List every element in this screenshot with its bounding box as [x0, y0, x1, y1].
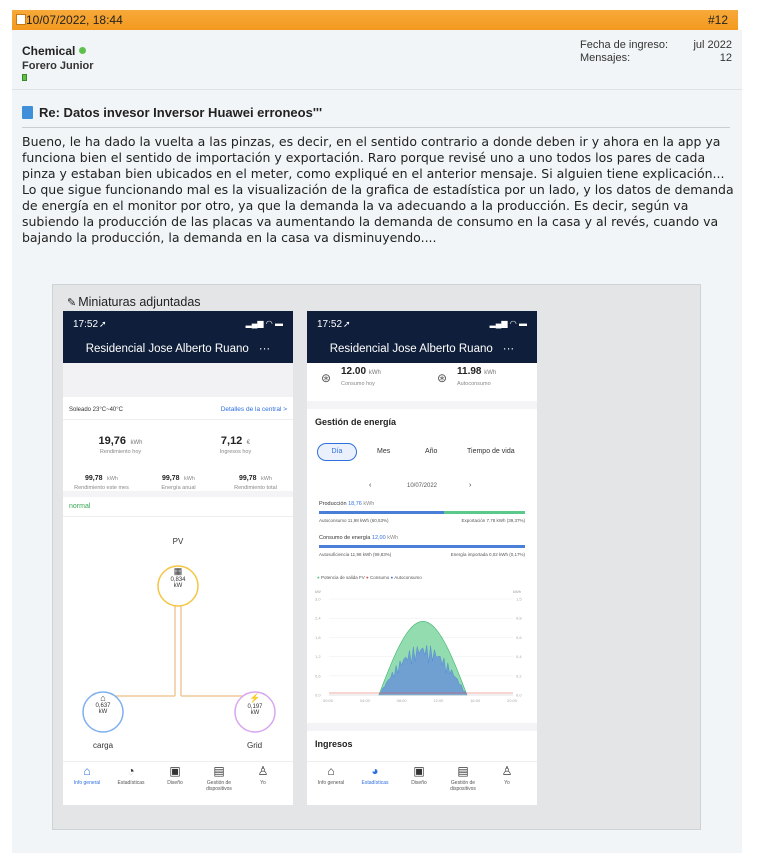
thumbnail-estadisticas[interactable] — [307, 311, 537, 805]
consumption-today: 12.00 kWh Consumo hoy — [341, 366, 381, 387]
y-tick-label: 0,0 — [315, 692, 321, 698]
stat-year: 99,78 kWh Energía anual — [161, 475, 196, 491]
x-tick-label: 20:00 — [507, 698, 518, 703]
period-month[interactable]: Mes — [377, 448, 391, 455]
y-tick-label: 0,6 — [315, 673, 321, 679]
x-tick-label: 12:00 — [433, 698, 444, 703]
post-checkbox[interactable] — [16, 14, 26, 25]
tab-diseno[interactable]: ▣ Diseño — [153, 764, 197, 786]
post-number-link[interactable]: #12 — [707, 13, 728, 27]
tab-yo[interactable]: ♙ Yo — [485, 764, 529, 786]
next-date-icon[interactable]: › — [469, 482, 472, 489]
y-tick-label: 3,0 — [315, 596, 321, 602]
x-tick-label: 16:00 — [470, 698, 481, 703]
prev-date-icon[interactable]: ‹ — [369, 482, 372, 489]
attachments-box — [52, 284, 701, 830]
layout-icon: ▣ — [169, 764, 181, 778]
more-icon: ··· — [502, 343, 515, 355]
y2-tick-label: 1,5 — [516, 596, 522, 602]
author-info: Fecha de ingreso: jul 2022 Mensajes: 12 — [580, 39, 732, 64]
document-icon — [22, 106, 33, 119]
attachments-label: ✎ Miniaturas adjuntadas — [67, 295, 201, 309]
online-status-icon — [79, 47, 86, 54]
author-rank: Forero Junior — [22, 60, 94, 72]
user-icon: ♙ — [501, 764, 513, 778]
period-day[interactable]: Día — [317, 443, 357, 461]
status-icons: ▂▄▆ ◠ ▬ — [489, 319, 527, 328]
period-lifetime[interactable]: Tiempo de vida — [467, 448, 515, 455]
statistics-chart — [307, 587, 537, 715]
load-label: carga — [93, 741, 114, 750]
y-tick-label: 1,8 — [315, 634, 321, 640]
house-icon: ⌂ — [100, 693, 106, 703]
location-icon: ➚ — [343, 319, 351, 329]
pie-chart-icon: ◔ — [127, 764, 135, 778]
x-tick-label: 00:00 — [323, 698, 334, 703]
home-icon: ⌂ — [327, 764, 335, 778]
reputation-bar-icon — [22, 74, 27, 81]
consumption-bar — [319, 545, 525, 548]
selfconsumption-today: 11.98 kWh Autoconsumo — [457, 366, 497, 387]
tab-info-general[interactable]: ⌂ Info general — [65, 764, 109, 786]
import-line: Energía importada 0,02 kWh (0,17%) — [450, 552, 525, 557]
tab-estadisticas[interactable]: ◔ Estadísticas — [109, 764, 153, 786]
chart-legend: ● Potencia de salida FV ● Consumo ● Autoconsumo — [317, 575, 422, 580]
status-icons: ▂▄▆ ◠ ▬ — [245, 319, 283, 328]
selfconsumption-line: Autoconsumo 11,98 kWh (60,53%) — [319, 518, 389, 523]
tab-dispositivos[interactable]: ▤ Gestión de dispositivos — [197, 764, 241, 792]
x-tick-label: 04:00 — [359, 698, 370, 703]
author-name-link[interactable]: Chemical — [22, 44, 86, 58]
x-tick-label: 08:00 — [396, 698, 407, 703]
banner — [63, 363, 293, 397]
layout-icon: ▣ — [413, 764, 425, 778]
consumption-label: Consumo de energía 12,00 kWh — [319, 535, 399, 541]
post-body — [12, 90, 742, 853]
y-tick-label: 1,2 — [315, 654, 321, 660]
device-icon: ▤ — [457, 764, 469, 778]
post-header — [12, 10, 738, 30]
pv-label: PV — [172, 537, 184, 546]
income-title: Ingresos — [315, 739, 353, 749]
more-icon: ··· — [258, 343, 271, 355]
tab-bar — [63, 761, 293, 795]
post-date: 10/07/2022, 18:44 — [26, 13, 123, 27]
energy-flow-diagram — [63, 516, 293, 766]
tab-estadisticas[interactable]: ◕ Estadísticas — [353, 764, 397, 786]
tab-dispositivos[interactable]: ▤ Gestión de dispositivos — [441, 764, 485, 792]
app-header: 17:52 ➚ ▂▄▆ ◠ ▬ Residencial Jose Alberto Ruano ··· — [307, 311, 537, 363]
income-today: 7,12 € Ingresos hoy — [219, 435, 252, 455]
tab-yo[interactable]: ♙ Yo — [241, 764, 285, 786]
grid-tower-icon: ⚡ — [249, 693, 261, 703]
y2-axis-unit: kWh — [513, 589, 521, 594]
y2-tick-label: 0,6 — [516, 634, 522, 640]
pv-node: ▦ 0,834 kW — [158, 566, 198, 589]
weather: Soleado 23°C~40°C — [69, 407, 124, 413]
grid-node: ⚡ 0,197 kW — [235, 693, 275, 716]
status-normal: normal — [69, 503, 91, 510]
details-link[interactable]: Detalles de la central > — [220, 406, 287, 413]
consumption-icon: ⊛ — [321, 371, 332, 385]
y-axis-unit: kW — [315, 589, 321, 594]
post-message — [22, 134, 736, 246]
y2-tick-label: 0,4 — [516, 654, 522, 660]
selfconsumption-icon: ⊛ — [437, 371, 448, 385]
post-title: Re: Datos invesor Inversor Huawei erroneos''' — [22, 105, 322, 120]
solar-panel-icon: ▦ — [173, 566, 183, 576]
grid-label: Grid — [247, 741, 263, 750]
load-node: ⌂ 0,637 kW — [83, 693, 123, 715]
y-tick-label: 2,4 — [315, 615, 321, 621]
export-line: Exportación 7,78 kWh (39,37%) — [461, 518, 525, 523]
energy-management-title: Gestión de energía — [315, 417, 397, 427]
period-year[interactable]: Año — [425, 448, 438, 455]
pie-chart-icon: ◕ — [371, 764, 379, 778]
home-icon: ⌂ — [83, 764, 91, 778]
y2-tick-label: 0,8 — [516, 615, 522, 621]
y2-tick-label: 0,0 — [516, 692, 522, 698]
message-paragraph: Bueno, le ha dado la vuelta a las pinzas, es decir, en el sentido contrario a donde deben ir y ahora en la app ya funciona bien el sentido de importación y exportación. Raro porque revisé uno a uno todos los pares de cada pinza y estaban bien ubicados en el meter, como expliqué en el anterior mensaje. Si alguien tiene explicación... — [22, 134, 725, 181]
device-icon: ▤ — [213, 764, 225, 778]
y2-tick-label: 0,2 — [516, 673, 522, 679]
production-label: Producción 18,76 kWh — [319, 501, 375, 507]
tab-diseno[interactable]: ▣ Diseño — [397, 764, 441, 786]
user-icon: ♙ — [257, 764, 269, 778]
title-divider — [22, 127, 730, 128]
production-bar — [319, 511, 525, 514]
yield-today: 19,76 kWh Rendimiento hoy — [98, 435, 143, 455]
message-paragraph: Lo que sigue funcionando mal es la visualización de la grafica de estadística por un lado, y los datos de demanda de energía en el monitor por otro, ya que la demanda la va adecuando a la producción. Es decir, según va subiendo la producción de las placas va aumentando la demanda de consumo en la casa y al revés, cuando va bajando la producción, la demanda en la casa va disminuyendo.... — [22, 182, 734, 245]
stat-month: 99,78 kWh Rendimiento este mes — [74, 475, 129, 491]
location-icon: ➚ — [99, 319, 107, 329]
selfsufficiency-line: Autosuficiencia 11,98 kWh (99,83%) — [319, 552, 392, 557]
tab-bar — [307, 761, 537, 795]
paperclip-icon: ✎ — [67, 297, 77, 309]
user-info-box — [12, 30, 742, 90]
tab-info-general[interactable]: ⌂ Info general — [309, 764, 353, 786]
thumbnail-info-general[interactable] — [63, 311, 293, 805]
app-header: 17:52 ➚ ▂▄▆ ◠ ▬ Residencial Jose Alberto Ruano ··· — [63, 311, 293, 363]
selected-date[interactable]: 10/07/2022 — [406, 483, 438, 489]
stat-total: 99,78 kWh Rendimiento total — [234, 475, 277, 491]
